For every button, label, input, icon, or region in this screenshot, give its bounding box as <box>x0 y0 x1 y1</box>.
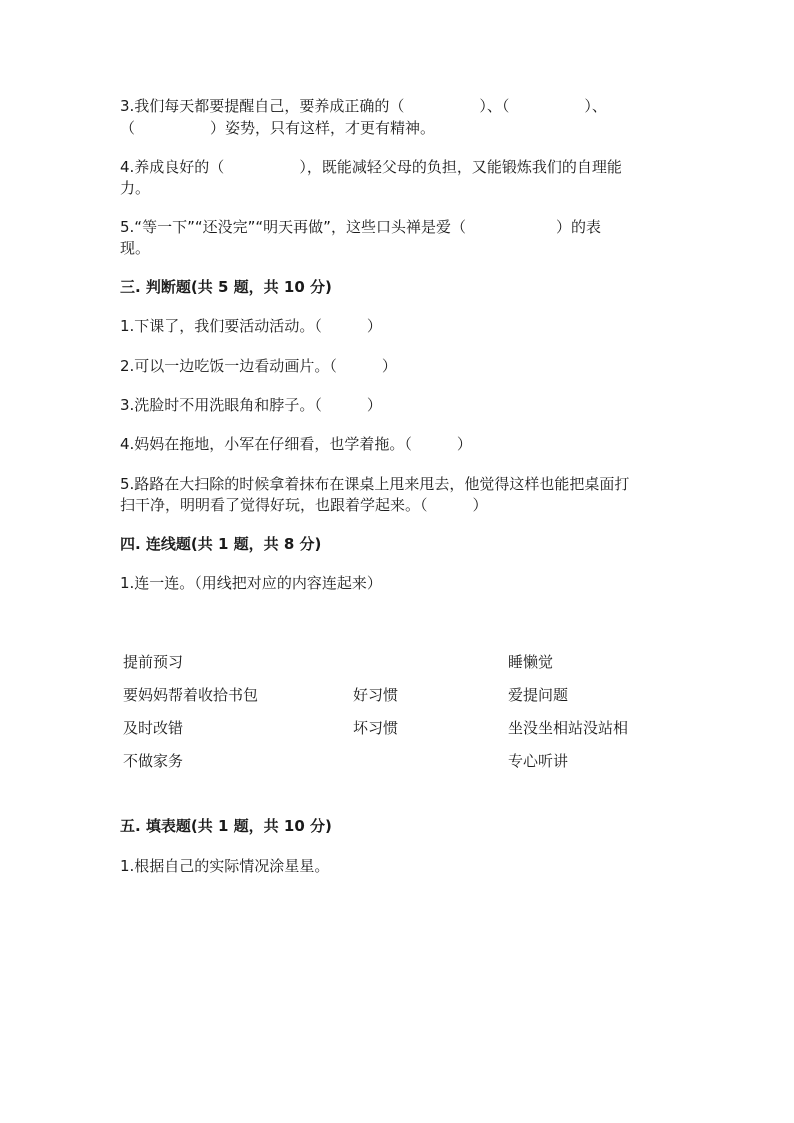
match-left-item[interactable]: 要妈妈帮着收拾书包 <box>123 686 259 704</box>
fill-q3-line1: 3.我们每天都要提醒自己，要养成正确的（ ）、（ ）、 <box>120 97 607 115</box>
judgement-item-2: 2.可以一边吃饭一边看动画片。（ ） <box>120 357 397 375</box>
match-left-item[interactable]: 及时改错 <box>123 719 184 737</box>
table-question: 1.根据自己的实际情况涂星星。 <box>120 857 330 875</box>
matching-question: 1.连一连。（用线把对应的内容连起来） <box>120 574 382 592</box>
judgement-section-title: 三. 判断题(共 5 题，共 10 分) <box>120 278 332 296</box>
match-left-item[interactable]: 不做家务 <box>123 752 184 770</box>
fill-q3-line2: （ ）姿势，只有这样，才更有精神。 <box>120 119 436 137</box>
match-right-item[interactable]: 爱提问题 <box>508 686 569 704</box>
judgement-item-5-line2: 扫干净，明明看了觉得好玩，也跟着学起来。（ ） <box>120 496 488 514</box>
table-section-title: 五. 填表题(共 1 题，共 10 分) <box>120 817 332 835</box>
judgement-item-1: 1.下课了，我们要活动活动。（ ） <box>120 317 382 335</box>
match-right-item[interactable]: 坐没坐相站没站相 <box>508 719 629 737</box>
fill-q5-line2: 现。 <box>120 239 151 257</box>
judgement-item-3: 3.洗脸时不用洗眼角和脖子。（ ） <box>120 396 382 414</box>
fill-q4-line1: 4.养成良好的（ ），既能减轻父母的负担，又能锻炼我们的自理能 <box>120 158 622 176</box>
judgement-item-5-line1: 5.路路在大扫除的时候拿着抹布在课桌上甩来甩去，他觉得这样也能把桌面打 <box>120 475 630 493</box>
match-left-item[interactable]: 提前预习 <box>123 653 184 671</box>
judgement-item-4: 4.妈妈在拖地，小军在仔细看，也学着拖。（ ） <box>120 435 472 453</box>
matching-section-title: 四. 连线题(共 1 题，共 8 分) <box>120 535 322 553</box>
match-middle-item[interactable]: 坏习惯 <box>353 719 399 737</box>
match-right-item[interactable]: 专心听讲 <box>508 752 569 770</box>
match-right-item[interactable]: 睡懒觉 <box>508 653 554 671</box>
match-middle-item[interactable]: 好习惯 <box>353 686 399 704</box>
fill-q5-line1: 5.“等一下”“还没完”“明天再做”，这些口头禅是爱（ ）的表 <box>120 218 601 236</box>
fill-q4-line2: 力。 <box>120 179 151 197</box>
